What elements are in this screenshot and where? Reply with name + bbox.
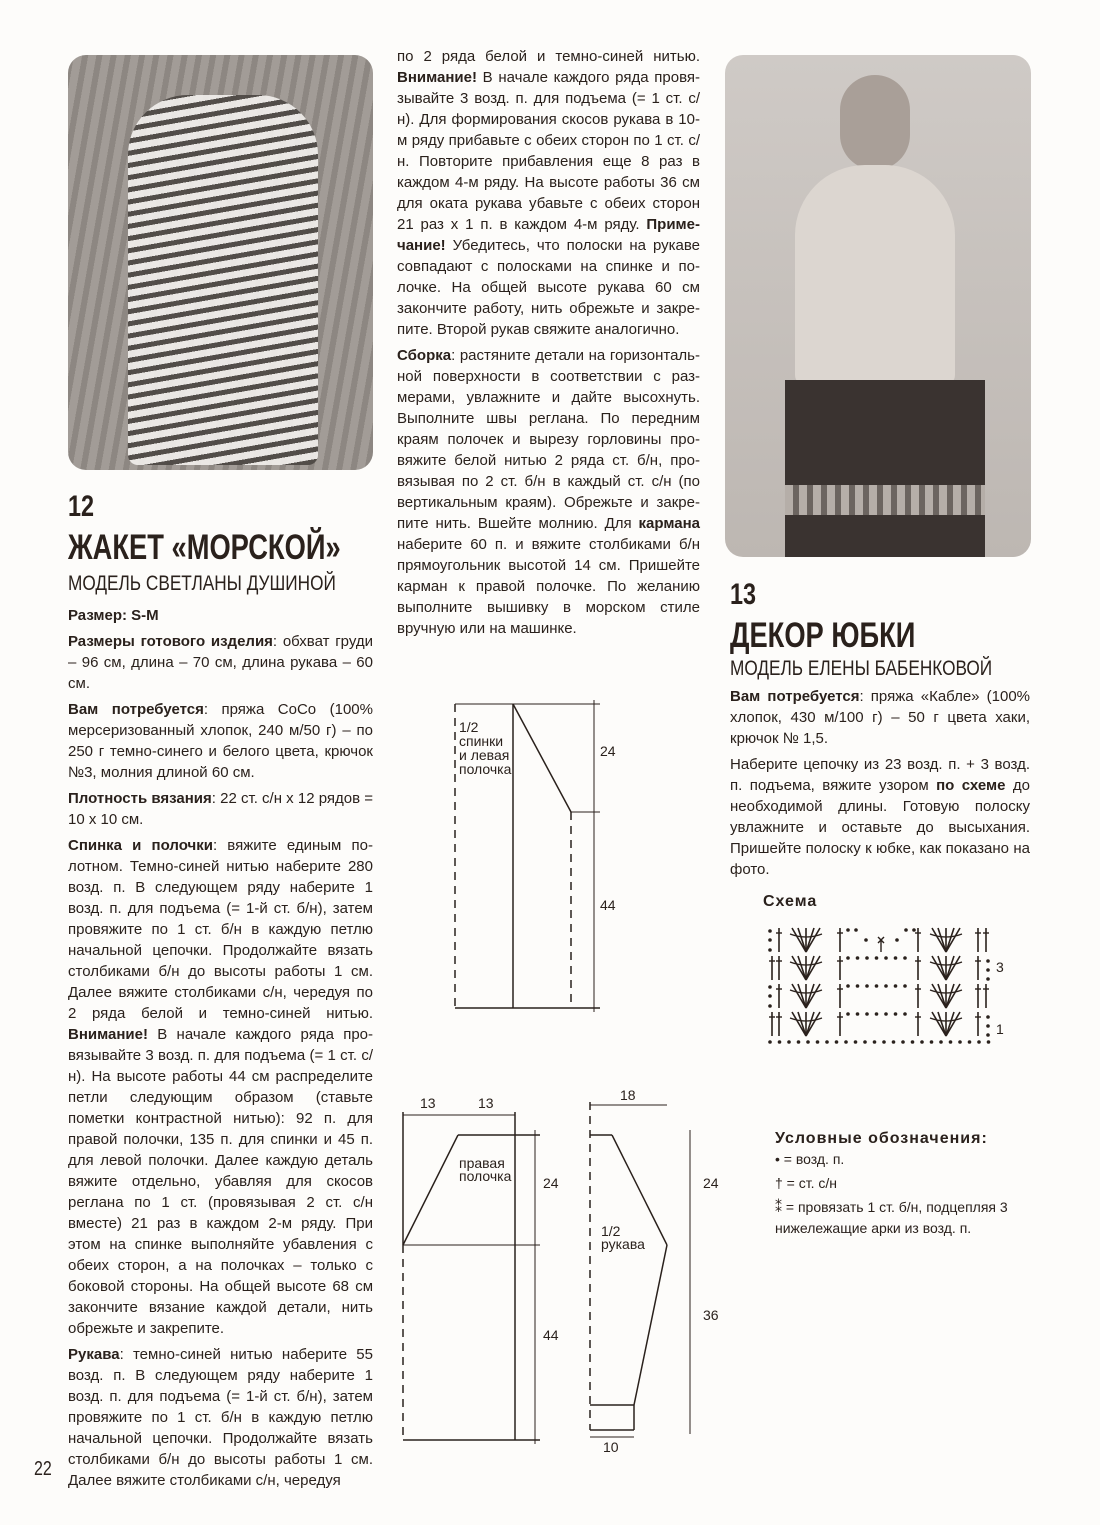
legend-item-chain: • = возд. п. [775, 1151, 845, 1167]
sleeve-diagram [590, 1102, 690, 1437]
chain-symbol [894, 1012, 898, 1016]
chain-symbol [911, 1040, 915, 1044]
crochet-scheme [768, 928, 990, 1044]
dim-label: 24 [600, 743, 616, 759]
diagram-label: 1/2 спинки и левая полочка [459, 719, 512, 777]
chain-symbol [816, 1040, 820, 1044]
chain-symbol [875, 984, 879, 988]
diagram-label: 1/2 рукава [601, 1223, 645, 1252]
dim-label: 13 [420, 1095, 436, 1111]
chain-symbol [968, 1040, 972, 1044]
chain-symbol [865, 984, 869, 988]
dim-label: 36 [703, 1307, 719, 1323]
article-number: 12 [68, 490, 95, 523]
row-label: 3 [996, 959, 1004, 975]
chain-symbol [895, 938, 899, 942]
chain-symbol [806, 1040, 810, 1044]
chain-symbol [787, 1040, 791, 1044]
chain-symbol [844, 1040, 848, 1044]
paragraph: по 2 ряда белой и темно-синей нитью. Внимание! В начале каждого ряда провязывайте 3 возд. п. для подъема (= 1 ст. с/н). Для формирования скосов рукава в 10-м ряду прибавьте с обеих сторон по 1 ст. с/н. Повторите прибавления еще 8 раз в каждом 4-м ряду. На высоте работы 36 см для оката рукава убавьте с обеих сторон 21 раз х 1 п. в каждом 4-м ряду. Примечание! Убедитесь, что полоски на рукаве совпадают с полосками на спинке и полочке. На общей высоте рукава 60 см закончите работу, нить обрежьте и закрепите. Второй рукав свяжите аналогично. [397, 48, 700, 338]
chain-symbol [768, 1004, 772, 1008]
paragraph: Сборка: растяните детали на горизонтальной поверхности в соответствии с размерами, увлажните и дайте высохнуть. Выполните швы реглана. По передним краям полочек и вырезу горловины провяжите белой нитью 2 ряда ст. б/н, провязывая по 2 ст. б/н в каждый ст. с/н (по вертикальным краям). Обрежьте и закрепите нить. Вшейте молнию. Для кармана наберите 60 п. и вяжите столбиками б/н прямоугольник высотой 14 см. Пришейте карман к правой полочке. По желанию выполните вышивку в морском стиле вручную или на машинке. [397, 347, 700, 637]
chain-symbol [846, 1012, 850, 1016]
chain-symbol [939, 1040, 943, 1044]
chain-symbol [903, 956, 907, 960]
chain-symbol [986, 1033, 990, 1037]
chain-symbol [912, 928, 916, 932]
row-label: 1 [996, 1021, 1004, 1037]
chain-symbol [986, 1015, 990, 1019]
chain-symbol [884, 1012, 888, 1016]
chain-symbol [903, 984, 907, 988]
chain-symbol [987, 1040, 991, 1044]
chain-symbol [875, 1012, 879, 1016]
dim-label: 44 [543, 1327, 559, 1343]
dim-label: 24 [703, 1175, 719, 1191]
legend-title: Условные обозначения: [775, 1130, 988, 1147]
chain-symbol [778, 1040, 782, 1044]
dim-label: 18 [620, 1087, 636, 1103]
dim-label: 24 [543, 1175, 559, 1191]
chain-symbol [892, 1040, 896, 1044]
legend-item-sc: ⁑ = провязать 1 ст. б/н, подцепляя 3 нижележащие арки из возд. п. [775, 1199, 1008, 1236]
chain-symbol [863, 1040, 867, 1044]
chain-symbol [768, 938, 772, 942]
article-number: 13 [730, 578, 757, 611]
chain-symbol [882, 1040, 886, 1044]
paragraph: Вам потребуется: пряжа «Кабле» (100% хлопок, 430 м/100 г) – 50 г цвета хаки, крючок № 1,5. [730, 688, 1030, 747]
diagram-label: правая полочка [459, 1155, 512, 1184]
paragraph: Плотность вязания: 22 ст. с/н х 12 рядов = 10 х 10 см. [68, 790, 374, 828]
chain-symbol [846, 984, 850, 988]
chain-symbol [884, 984, 888, 988]
chain-symbol [768, 985, 772, 989]
chain-symbol [768, 994, 772, 998]
article-title: ДЕКОР ЮБКИ [730, 616, 916, 655]
chain-symbol [835, 1040, 839, 1044]
paragraph: Спинка и полочки: вяжите единым полотном. Темно-синей нитью наберите 280 возд. п. В следующем ряду наберите 1 возд. п. для подъема (= 1-й ст. б/н), затем провяжите по 1 ст. б/н в каждую петлю начальной цепочки. Продолжайте вязать столбиками б/н до высоты работы 1 см. Далее вяжите столбиками с/н, чередуя по 2 ряда белой и темно-синей нитью. Внимание! В начале каждого ряда провязывайте 3 возд. п. для подъема (= 1 ст. с/н). На высоте работы 44 см распределите петли следующим образом (ставьте пометки контрастной нитью): 92 п. для правой полочки, 135 п. для спинки и 45 п. для левой полочки. Далее каждую деталь вяжите отдельно, убавляя для скосов реглана по 1 ст. (провязывая 2 ст. с/н вместе) 21 раз в каждом 2-м ряду. При этом на спинке выполняйте убавления с обеих сторон, а на полочках – только с боковой стороны. На общей высоте 68 см закончите вязание каждой детали, нить обрежьте и закрепите. [68, 837, 373, 1337]
chain-symbol [854, 1040, 858, 1044]
chain-symbol [846, 928, 850, 932]
chain-symbol [768, 929, 772, 933]
chain-symbol [986, 977, 990, 981]
chain-symbol [894, 984, 898, 988]
paragraph: Рукава: темно-синей нитью наберите 55 возд. п. В следующем ряду наберите 1 возд. п. для подъема (= 1-й ст. б/н), затем провяжите по 1 ст. б/н в каждую петлю начальной цепочки. Продолжайте вязать столбиками б/н до высоты работы 1 см. Далее вяжите столбиками с/н, чередуя [68, 1346, 373, 1489]
article-author: МОДЕЛЬ ЕЛЕНЫ БАБЕНКОВОЙ [730, 657, 993, 680]
chain-symbol [768, 948, 772, 952]
chain-symbol [901, 1040, 905, 1044]
chain-symbol [846, 956, 850, 960]
chain-symbol [856, 956, 860, 960]
chain-symbol [864, 938, 868, 942]
chain-symbol [949, 1040, 953, 1044]
chain-symbol [894, 956, 898, 960]
scheme-title: Схема [763, 893, 818, 910]
chain-symbol [856, 984, 860, 988]
chain-symbol [986, 968, 990, 972]
paragraph: Вам потребуется: пряжа CoCo (100% мерсеризованный хлопок, 240 м/50 г) – по 250 г темно-синего и белого цвета, крючок №3, молния длиной 60 см. [68, 701, 373, 781]
chain-symbol [865, 1012, 869, 1016]
chain-symbol [873, 1040, 877, 1044]
paragraph: Размеры готового изделия: обхват груди – 96 см, длина – 70 см, длина рукава – 60 см. [68, 633, 373, 692]
dim-label: 44 [600, 897, 616, 913]
chain-symbol [854, 928, 858, 932]
paragraph: Размер: S-M [68, 607, 159, 624]
chain-symbol [856, 1012, 860, 1016]
chain-symbol [884, 956, 888, 960]
chain-symbol [875, 956, 879, 960]
chain-symbol [986, 1024, 990, 1028]
legend-item-dc: † = ст. с/н [775, 1175, 838, 1191]
chain-symbol [768, 1040, 772, 1044]
chain-symbol [865, 956, 869, 960]
page-number: 22 [34, 1458, 52, 1480]
chain-symbol [930, 1040, 934, 1044]
chain-symbol [904, 928, 908, 932]
paragraph: Наберите цепочку из 23 возд. п. + 3 возд. п. подъема, вяжите узором по схеме до необходимой длины. Готовую полоску увлажните и оставьте до высыхания. Пришейте полоску к юбке, как показано на фото. [730, 756, 1031, 878]
article-title: ЖАКЕТ «МОРСКОЙ» [68, 528, 341, 567]
dim-label: 10 [603, 1439, 619, 1455]
chain-symbol [920, 1040, 924, 1044]
chain-symbol [797, 1040, 801, 1044]
chain-symbol [986, 959, 990, 963]
chain-symbol [977, 1040, 981, 1044]
legend [775, 1128, 1045, 1239]
article-author: МОДЕЛЬ СВЕТЛАНЫ ДУШИНОЙ [68, 572, 336, 595]
dim-label: 13 [478, 1095, 494, 1111]
chain-symbol [903, 1012, 907, 1016]
chain-symbol [958, 1040, 962, 1044]
chain-symbol [825, 1040, 829, 1044]
